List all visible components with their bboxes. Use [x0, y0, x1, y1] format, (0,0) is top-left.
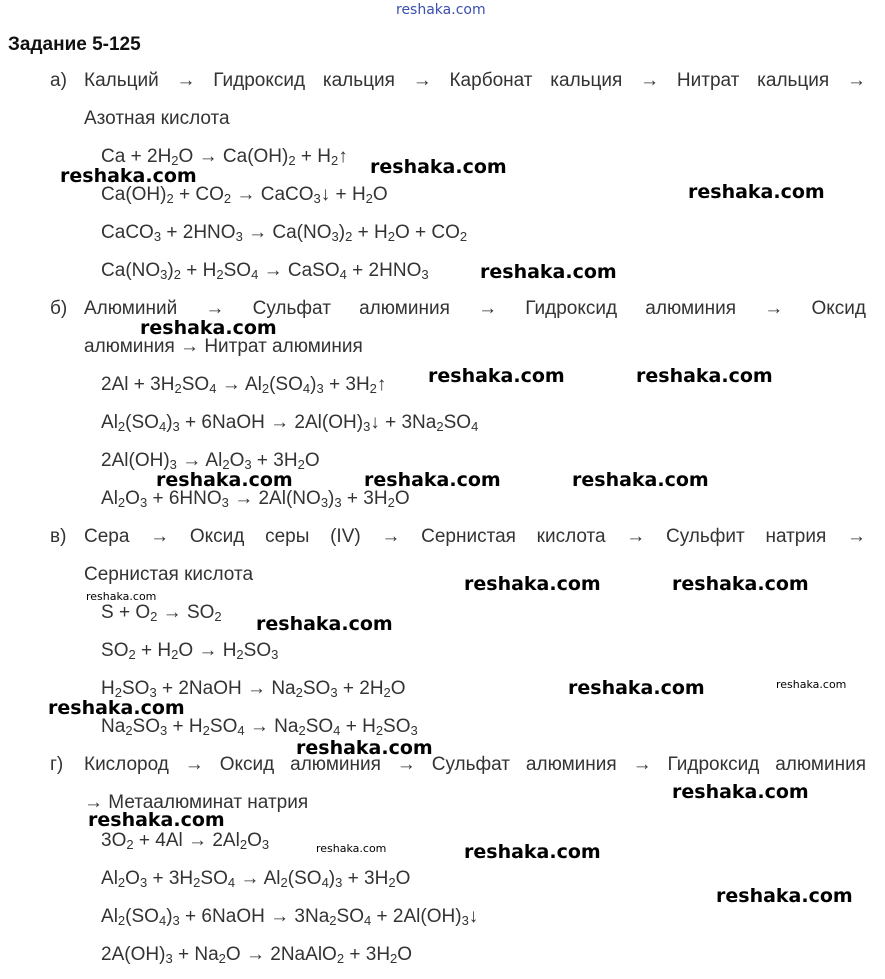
watermark-small: reshaka.com	[316, 842, 387, 855]
section-a-chain-line2: Азотная кислота	[84, 108, 230, 129]
watermark: reshaka.com	[370, 156, 507, 178]
task-title: Задание 5-125	[8, 34, 141, 55]
watermark: reshaka.com	[428, 365, 565, 387]
watermark: reshaka.com	[716, 885, 853, 907]
section-b-chain-line2: алюминия → Нитрат алюминия	[84, 336, 363, 357]
equation: $Al_2(SO_4)_3$ + 6NaOH → $3Na_2SO_4$ + $2Al(OH)_3↓$	[101, 906, 479, 928]
equation: $S + O_2 \to SO_2$	[101, 602, 222, 624]
section-g-chain-line1: Кислород → Оксид алюминия → Сульфат алюминия → Гидроксид алюминия	[84, 754, 866, 775]
equation: $Ca + 2H_2O \to Ca(OH)_2$ + $H_2↑$	[101, 146, 348, 168]
section-g-label: г)	[50, 754, 64, 775]
equation: $2Al + 3H_2SO_4 \to Al_2(SO_4)_3$ + $3H_2↑$	[101, 374, 387, 396]
watermark: reshaka.com	[140, 317, 277, 339]
watermark: reshaka.com	[296, 737, 433, 759]
site-header-link[interactable]: reshaka.com	[396, 2, 486, 18]
watermark: reshaka.com	[48, 697, 185, 719]
equation: $Na_2SO_3 + H_2SO_4 \to Na_2SO_4 + H_2SO_3$	[101, 716, 418, 738]
watermark-small: reshaka.com	[86, 590, 157, 603]
section-g-chain-line2: → Метаалюминат натрия	[84, 792, 309, 813]
watermark: reshaka.com	[60, 165, 197, 187]
watermark: reshaka.com	[636, 365, 773, 387]
equation: $2A(OH)_3 + Na_2O$ → 2NaAlO$_2$ + $3H_2O$	[101, 944, 413, 966]
section-v-label: в)	[50, 526, 67, 547]
watermark: reshaka.com	[88, 809, 225, 831]
watermark-small: reshaka.com	[776, 678, 847, 691]
section-b-label: б)	[50, 298, 68, 319]
equation: $2Al(OH)_3 \to Al_2O_3 + 3H_2O$	[101, 450, 320, 472]
equation: $H_2SO_3$ + 2NaOH → $Na_2SO_3 + 2H_2O$	[101, 678, 406, 700]
equation: $Al_2O_3 + 3H_2SO_4 \to Al_2(SO_4)_3 + 3H_2O$	[101, 868, 411, 890]
watermark: reshaka.com	[464, 573, 601, 595]
watermark: reshaka.com	[688, 181, 825, 203]
equation: CaCO$_3$ + $2HNO_3 \to Ca(NO_3)_2 + H_2O + CO_2$	[101, 222, 468, 244]
section-v-chain-line1: Сера → Оксид серы (IV) → Сернистая кислота → Сульфит натрия →	[84, 526, 866, 547]
watermark: reshaka.com	[568, 677, 705, 699]
watermark: reshaka.com	[364, 469, 501, 491]
watermark: reshaka.com	[156, 469, 293, 491]
equation: $Al_2(SO_4)_3$ + 6NaOH → $2Al(OH)_3↓ + 3Na_2SO_4$	[101, 412, 479, 434]
equation: $3O_2 + 4Al \to 2Al_2O_3$	[101, 830, 270, 852]
equation: $Ca(NO_3)_2 + H_2SO_4$ → CaSO$_4$ + $2HNO_3$	[101, 260, 429, 282]
watermark: reshaka.com	[672, 573, 809, 595]
watermark: reshaka.com	[572, 469, 709, 491]
section-a-label: а)	[50, 70, 67, 91]
watermark: reshaka.com	[464, 841, 601, 863]
watermark: reshaka.com	[672, 781, 809, 803]
watermark: reshaka.com	[256, 613, 393, 635]
section-a-chain-line1: Кальций → Гидроксид кальция → Карбонат кальция → Нитрат кальция →	[84, 70, 866, 91]
section-v-chain-line2: Сернистая кислота	[84, 564, 254, 585]
equation: $Ca(OH)_2 + CO_2$ → CaCO$_3$↓ + $H_2O$	[101, 184, 388, 206]
section-b-chain-line1: Алюминий → Сульфат алюминия → Гидроксид алюминия → Оксид	[84, 298, 866, 319]
equation: $SO_2 + H_2O \to H_2SO_3$	[101, 640, 279, 662]
watermark: reshaka.com	[480, 261, 617, 283]
equation: $Al_2O_3 + 6HNO_3 \to 2Al(NO_3)_3 + 3H_2O$	[101, 488, 410, 510]
